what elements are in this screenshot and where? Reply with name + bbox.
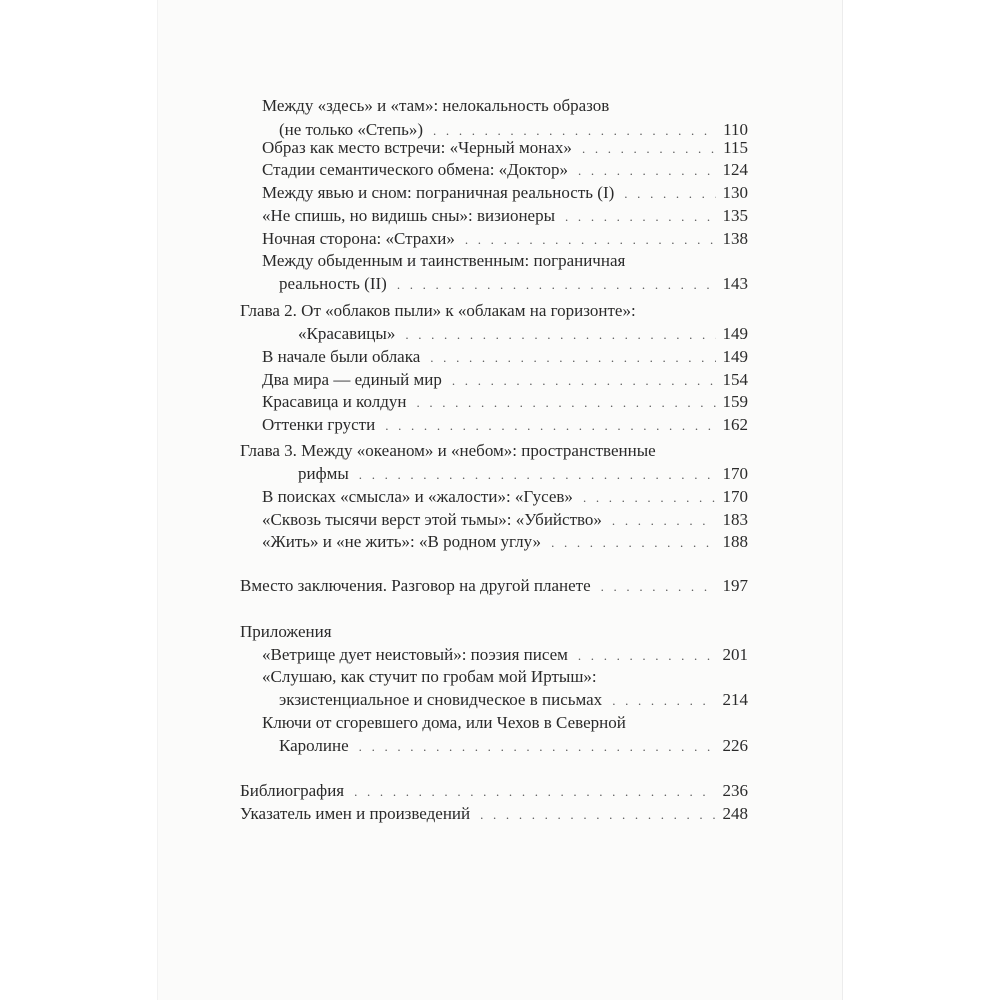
chapter-title: Глава 3. Между «океаном» и «небом»: пространственные: [240, 441, 656, 460]
page-number: 110: [723, 120, 748, 139]
page-number: 188: [722, 532, 748, 551]
toc-entry-text: «Жить» и «не жить»: «В родном углу»: [262, 532, 542, 551]
toc-entry-text: «Слушаю, как стучит по гробам мой Иртыш»:: [262, 667, 597, 686]
toc-entry-text: Образ как место встречи: «Черный монах»: [262, 138, 572, 157]
toc-entry-text: Оттенки грусти: [262, 415, 376, 434]
page-number: 214: [722, 690, 748, 709]
page-number: 236: [722, 781, 748, 800]
toc-entry: [262, 529, 748, 555]
page-number: 162: [722, 415, 748, 434]
toc-entry-text: Между явью и сном: пограничная реальность (I): [262, 183, 615, 202]
page-number: 149: [722, 324, 748, 343]
toc-entry-text: Указатель имен и произведений: [240, 804, 471, 823]
leader-dots: [578, 643, 716, 669]
toc-entry: [279, 733, 748, 759]
toc-entry-text: Между «здесь» и «там»: нелокальность образов: [262, 96, 610, 115]
section-heading: Приложения: [240, 622, 332, 641]
toc-entry: [262, 412, 748, 438]
toc-entry-text: Стадии семантического обмена: «Доктор»: [262, 160, 568, 179]
toc-entry-text: «Сквозь тысячи верст этой тьмы»: «Убийство»: [262, 510, 602, 529]
toc-entry: [240, 801, 748, 827]
page-number: 143: [722, 274, 748, 293]
page-number: 159: [722, 392, 748, 411]
chapter-title: Глава 2. От «облаков пыли» к «облакам на горизонте»:: [240, 301, 636, 320]
toc-entry-text: «Ветрище дует неистовый»: поэзия писем: [262, 645, 568, 664]
page-number: 170: [722, 464, 748, 483]
toc-entry-text: «Красавицы»: [298, 324, 396, 343]
toc-entry-text: реальность (II): [279, 274, 387, 293]
leader-dots: [359, 734, 716, 760]
toc-entry-text: Красавица и колдун: [262, 392, 407, 411]
page-number: 115: [723, 138, 748, 157]
toc-entry-text: экзистенциальное и сновидческое в письмах: [279, 690, 603, 709]
page-number: 130: [722, 183, 748, 202]
toc-entry-text: В начале были облака: [262, 347, 421, 366]
page-number: 124: [722, 160, 748, 179]
leader-dots: [612, 688, 716, 714]
page-number: 135: [722, 206, 748, 225]
page-number: 138: [722, 229, 748, 248]
toc-entry-text: рифмы: [298, 464, 349, 483]
page-number: 248: [722, 804, 748, 823]
leader-dots: [551, 530, 716, 556]
page-number: 197: [722, 576, 748, 595]
page-number: 170: [722, 487, 748, 506]
toc-entry-text: Ключи от сгоревшего дома, или Чехов в Северной: [262, 713, 626, 732]
page-number: 154: [722, 370, 748, 389]
toc-entry-text: Библиография: [240, 781, 345, 800]
toc-entry: [279, 271, 748, 297]
page-number: 183: [722, 510, 748, 529]
page-number: 226: [722, 736, 748, 755]
toc-entry-text: (не только «Степь»): [279, 120, 424, 139]
toc-entry-text: Два мира — единый мир: [262, 370, 442, 389]
page-number: 201: [722, 645, 748, 664]
leader-dots: [385, 413, 716, 439]
toc-entry-text: Между обыденным и таинственным: пограничная: [262, 251, 626, 270]
toc-entry-text: Вместо заключения. Разговор на другой планете: [240, 576, 591, 595]
leader-dots: [480, 802, 716, 828]
leader-dots: [601, 574, 716, 600]
toc-entry: [240, 573, 748, 599]
toc-entry-text: Ночная сторона: «Страхи»: [262, 229, 455, 248]
toc-entry-text: Каролине: [279, 736, 349, 755]
leader-dots: [397, 272, 716, 298]
toc-entry-text: «Не спишь, но видишь сны»: визионеры: [262, 206, 556, 225]
toc-entry-text: В поисках «смысла» и «жалости»: «Гусев»: [262, 487, 573, 506]
page-number: 149: [722, 347, 748, 366]
